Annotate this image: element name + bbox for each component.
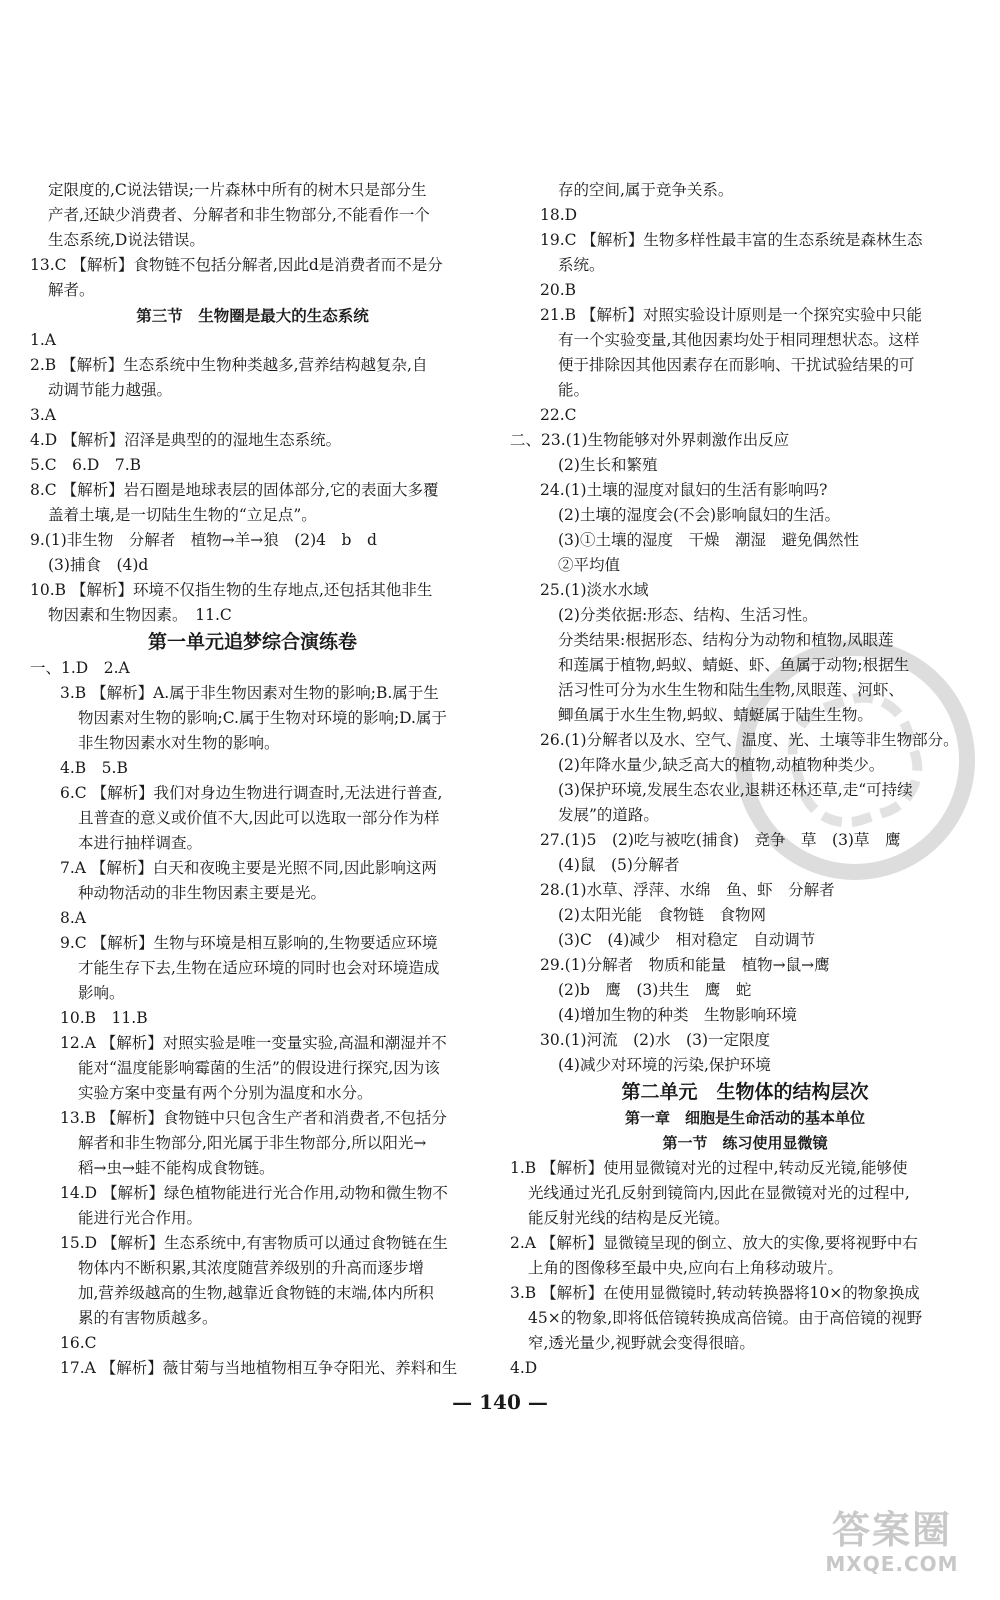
answer-line: 4.D 【解析】沼泽是典型的的湿地生态系统。	[30, 431, 342, 449]
answer-line: 5.C 6.D 7.B	[30, 456, 142, 474]
answer-line: 存的空间,属于竞争关系。	[558, 181, 734, 199]
answer-line: 10.B 11.B	[60, 1009, 148, 1027]
answer-line: 盖着土壤,是一切陆生生物的“立足点”。	[48, 506, 317, 524]
answer-line: 9.C 【解析】生物与环境是相互影响的,生物要适应环境	[60, 934, 438, 952]
answer-line: (2)太阳光能 食物链 食物网	[558, 906, 766, 924]
answer-line: 能。	[558, 381, 590, 399]
section-heading: 第三节 生物圈是最大的生态系统	[136, 306, 369, 325]
answer-line: (3)C (4)减少 相对稳定 自动调节	[558, 931, 816, 949]
answer-line: (2)土壤的湿度会(不会)影响鼠妇的生活。	[558, 506, 841, 524]
answer-line: 一、1.D 2.A	[30, 659, 130, 677]
answer-line: 1.B 【解析】使用显微镜对光的过程中,转动反光镜,能够使	[510, 1159, 908, 1177]
answer-line: 22.C	[540, 406, 577, 424]
answer-line: 10.B 【解析】环境不仅指生物的生存地点,还包括其他非生	[30, 581, 433, 599]
answer-line: 2.B 【解析】生态系统中生物种类越多,营养结构越复杂,自	[30, 356, 428, 374]
answer-line: 解者和非生物部分,阳光属于非生物部分,所以阳光→	[78, 1134, 427, 1152]
answer-line: 13.B 【解析】食物链中只包含生产者和消费者,不包括分	[60, 1109, 447, 1127]
answer-line: 1.A	[30, 331, 56, 349]
answer-line: 能进行光合作用。	[78, 1209, 203, 1227]
answer-line: 便于排除因其他因素存在而影响、干扰试验结果的可	[558, 356, 915, 374]
answer-line: 19.C 【解析】生物多样性最丰富的生态系统是森林生态	[540, 231, 923, 249]
section-heading: 第一章 细胞是生命活动的基本单位	[624, 1109, 865, 1127]
answer-line: 14.D 【解析】绿色植物能进行光合作用,动物和微生物不	[60, 1184, 448, 1202]
answer-line: 3.A	[30, 406, 56, 424]
answer-line: 28.(1)水草、浮萍、水绵 鱼、虾 分解者	[540, 881, 835, 899]
answer-line: (4)鼠 (5)分解者	[558, 856, 680, 874]
answer-line: 3.B 【解析】在使用显微镜时,转动转换器将10×的物象换成	[510, 1284, 920, 1302]
answer-line: 2.A 【解析】显微镜呈现的倒立、放大的实像,要将视野中右	[510, 1234, 918, 1252]
answer-line: (2)生长和繁殖	[558, 456, 658, 474]
answer-line: 活习性可分为水生生物和陆生生物,凤眼莲、河虾、	[558, 681, 904, 699]
answer-line: 24.(1)土壤的湿度对鼠妇的生活有影响吗?	[540, 481, 828, 499]
answer-line: 本进行抽样调查。	[78, 834, 203, 852]
answer-line: ②平均值	[558, 556, 621, 574]
answer-line: 定限度的,C说法错误;一片森林中所有的树木只是部分生	[48, 181, 427, 199]
answer-line: 15.D 【解析】生态系统中,有害物质可以通过食物链在生	[60, 1234, 448, 1252]
answer-line: 4.D	[510, 1359, 538, 1377]
page-number: — 140 —	[452, 1390, 548, 1414]
watermark-logo	[802, 1508, 982, 1588]
answer-line: 系统。	[558, 256, 605, 274]
answer-line: 加,营养级越高的生物,越靠近食物链的末端,体内所积	[78, 1284, 434, 1302]
left-column	[30, 178, 475, 1381]
answer-line: 3.B 【解析】A.属于非生物因素对生物的影响;B.属于生	[60, 684, 439, 702]
answer-line: 物因素和生物因素。 11.C	[48, 606, 232, 624]
answer-line: 才能生存下去,生物在适应环境的同时也会对环境造成	[78, 959, 440, 977]
answer-line: (2)b 鹰 (3)共生 鹰 蛇	[558, 981, 752, 999]
answer-line: 26.(1)分解者以及水、空气、温度、光、土壤等非生物部分。	[540, 731, 959, 749]
answer-line: 27.(1)5 (2)吃与被吃(捕食) 竞争 草 (3)草 鹰	[540, 831, 901, 849]
answer-line: 有一个实验变量,其他因素均处于相同理想状态。这样	[558, 331, 920, 349]
answer-line: 动调节能力越强。	[48, 381, 173, 399]
answer-line: 生态系统,D说法错误。	[48, 231, 205, 249]
section-heading: 第二单元 生物体的结构层次	[621, 1081, 869, 1103]
answer-line: 6.C 【解析】我们对身边生物进行调查时,无法进行普查,	[60, 784, 443, 802]
answer-line: 上角的图像移至最中央,应向右上角移动玻片。	[528, 1259, 843, 1277]
answer-line: 25.(1)淡水水域	[540, 581, 649, 599]
answer-line: 45×的物象,即将低倍镜转换成高倍镜。由于高倍镜的视野	[528, 1309, 923, 1327]
answer-line: 7.A 【解析】白天和夜晚主要是光照不同,因此影响这两	[60, 859, 437, 877]
answer-line: 实验方案中变量有两个分别为温度和水分。	[78, 1084, 373, 1102]
answer-line: (3)①土壤的湿度 干燥 潮湿 避免偶然性	[558, 531, 859, 549]
answer-line: 光线通过光孔反射到镜筒内,因此在显微镜对光的过程中,	[528, 1184, 910, 1202]
answer-line: (4)减少对环境的污染,保护环境	[558, 1056, 771, 1074]
answer-line: 解者。	[48, 281, 95, 299]
answer-line: 29.(1)分解者 物质和能量 植物→鼠→鹰	[540, 956, 830, 974]
answer-line: 鲫鱼属于水生生物,蚂蚁、蜻蜓属于陆生生物。	[558, 706, 873, 724]
answer-line: 非生物因素水对生物的影响。	[78, 734, 280, 752]
answer-line: (3)捕食 (4)d	[48, 556, 149, 574]
answer-line: 4.B 5.B	[60, 759, 128, 777]
answer-line: 能对“温度能影响霉菌的生活”的假设进行探究,因为该	[78, 1059, 440, 1077]
answer-line: 累的有害物质越多。	[78, 1309, 218, 1327]
answer-line: 窄,透光量少,视野就会变得很暗。	[528, 1334, 755, 1352]
answer-line: 21.B 【解析】对照实验设计原则是一个探究实验中只能	[540, 306, 922, 324]
answer-line: 30.(1)河流 (2)水 (3)一定限度	[540, 1031, 771, 1049]
answer-line: 17.A 【解析】薇甘菊与当地植物相互争夺阳光、养料和生	[60, 1359, 458, 1377]
answer-line: (2)分类依据:形态、结构、生活习性。	[558, 606, 818, 624]
answer-line: 20.B	[540, 281, 577, 299]
answer-line: 稻→虫→蛙不能构成食物链。	[78, 1159, 275, 1177]
answer-line: 物因素对生物的影响;C.属于生物对环境的影响;D.属于	[78, 709, 447, 727]
right-column	[510, 178, 980, 1381]
answer-line: 且普查的意义或价值不大,因此可以选取一部分作为样	[78, 809, 440, 827]
answer-line: 物体内不断积累,其浓度随营养级别的升高而逐步增	[78, 1259, 424, 1277]
watermark-text: 答案圈	[831, 1508, 952, 1552]
answer-line: 发展”的道路。	[558, 806, 659, 824]
answer-line: 8.C 【解析】岩石圈是地球表层的固体部分,它的表面大多覆	[30, 481, 439, 499]
answer-line: 二、23.(1)生物能够对外界刺激作出反应	[510, 431, 790, 449]
answer-line: 12.A 【解析】对照实验是唯一变量实验,高温和潮湿并不	[60, 1034, 447, 1052]
watermark-url: MXQE.COM	[825, 1552, 959, 1576]
answer-line: 16.C	[60, 1334, 97, 1352]
answer-line: 13.C 【解析】食物链不包括分解者,因此d是消费者而不是分	[30, 256, 443, 274]
answer-line: 9.(1)非生物 分解者 植物→羊→狼 (2)4 b d	[30, 531, 377, 549]
answer-line: (3)保护环境,发展生态农业,退耕还林还草,走“可持续	[558, 781, 913, 799]
answer-line: 分类结果:根据形态、结构分为动物和植物,凤眼莲	[558, 631, 894, 649]
answer-line: (2)年降水量少,缺乏高大的植物,动植物种类少。	[558, 756, 885, 774]
answer-line: (4)增加生物的种类 生物影响环境	[558, 1006, 797, 1024]
answer-line: 种动物活动的非生物因素主要是光。	[78, 884, 327, 902]
answer-line: 产者,还缺少消费者、分解者和非生物部分,不能看作一个	[48, 206, 430, 224]
section-heading: 第一单元追梦综合演练卷	[147, 631, 357, 653]
answer-line: 能反射光线的结构是反光镜。	[528, 1209, 730, 1227]
answer-line: 和莲属于植物,蚂蚁、蜻蜓、虾、鱼属于动物;根据生	[558, 656, 910, 674]
answer-line: 影响。	[78, 984, 125, 1002]
answer-line: 18.D	[540, 206, 578, 224]
answer-line: 8.A	[60, 909, 86, 927]
section-heading: 第一节 练习使用显微镜	[662, 1134, 828, 1152]
